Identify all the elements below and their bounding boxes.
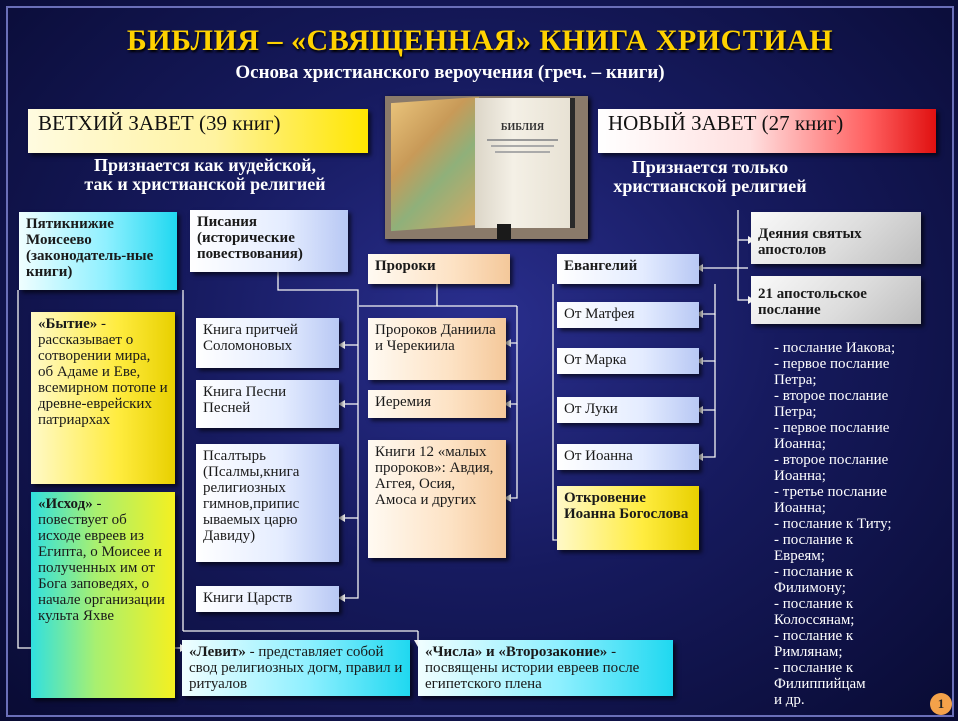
writings-item-kings: Книги Царств [196,586,339,612]
epistle-line: - послание Иакова; [774,340,896,356]
epistle-line: Евреям; [774,548,825,564]
numbers-name: «Числа» и «Второзаконие» [425,644,608,660]
writings-item-psalms: Псалтырь (Псалмы,книга религиозных гимнов,припис ываемых царю Давиду) [196,444,339,562]
acts-box: Деяния святых апостолов [751,212,921,264]
writings-item-song-of-songs: Книга Песни Песней [196,380,339,428]
old-note-line2: так и христианской религией [84,174,326,194]
epistle-line: - первое послание [774,356,890,372]
numbers-desc: - посвящены истории евреев после египетского плена [425,644,640,692]
epistle-line: - послание к [774,532,854,548]
epistle-line: - второе послание [774,452,889,468]
epistle-line: - послание к [774,628,854,644]
epistle-line: и др. [774,692,805,708]
gospels-box: Евангелий [557,254,699,284]
exodus-box [31,492,175,698]
exodus-name: «Исход» [38,496,93,512]
bible-image [385,96,588,239]
prophets-connector [359,284,437,306]
old-testament-note [55,156,355,194]
epistle-line: - послание к [774,596,854,612]
gospel-matthew: От Матфея [557,302,699,328]
page-number-badge: 1 [930,693,952,715]
new-note-line1: Признается только [631,157,789,177]
bible-cover-title: БИБЛИЯ [500,122,545,133]
prophets-item-minor: Книги 12 «малых пророков»: Авдия, Аггея, Осия, Амоса и других [368,440,506,558]
epistle-line: - послание к Титу; [774,516,892,532]
epistles-list [774,340,946,708]
prophets-box: Пророки [368,254,510,284]
prophets-item-jeremiah: Иеремия [368,390,506,418]
genesis-box [31,312,175,484]
epistle-line: - послание к [774,564,854,580]
bookmark-ribbon-icon [497,224,511,240]
epistle-line: Иоанна; [774,468,826,484]
leviticus-desc: - представляет собой свод религиозных догм, правил и ритуалов [189,644,403,692]
prophets-item-daniel: Пророков Даниила и Черекиила [368,318,506,380]
leviticus-box [182,640,410,696]
new-testament-header: НОВЫЙ ЗАВЕТ (27 книг) [598,109,936,153]
epistle-line: - послание к [774,660,854,676]
exodus-desc: - повествует об исходе евреев из Египта, о Моисее и полученных им от Бога заповедях, о начале организации культа Яхве [38,496,165,624]
epistle-line: Филимону; [774,580,846,596]
page-subtitle: Основа христианского вероучения (греч. – книги) [235,62,665,83]
genesis-name: «Бытие» [38,316,98,332]
leviticus-name: «Левит» [189,644,246,660]
writings-box: Писания (исторические повествования) [190,210,348,272]
epistle-line: - первое послание [774,420,890,436]
epistle-line: Петра; [774,404,817,420]
gospel-john: От Иоанна [557,444,699,470]
epistle-line: Колоссянам; [774,612,855,628]
map-page-icon [391,97,479,231]
epistle-line: Римлянам; [774,644,843,660]
numbers-deuteronomy-box [418,640,673,696]
epistle-line: Иоанна; [774,436,826,452]
epistle-line: Петра; [774,372,817,388]
bible-cover [475,98,575,228]
revelation-box: Откровение Иоанна Богослова [557,486,699,550]
epistles-box: 21 апостольское послание [751,276,921,324]
new-testament-note [590,158,830,196]
genesis-desc: - рассказывает о сотворении мира, об Адаме и Еве, всемирном потопе и древне-еврейских патриархах [38,316,168,428]
epistle-line: - третье послание [774,484,887,500]
acts-connector [703,210,738,268]
gospel-luke: От Луки [557,397,699,423]
page-title: БИБЛИЯ – «СВЯЩЕННАЯ» КНИГА ХРИСТИАН [126,24,834,57]
gospel-mark: От Марка [557,348,699,374]
old-testament-header: ВЕТХИЙ ЗАВЕТ (39 книг) [28,109,368,153]
epistle-line: Филиппийцам [774,676,866,692]
pentateuch-box: Пятикнижие Моисеево (законодатель-ные книги) [19,212,177,290]
old-note-line1: Признается как иудейской, [94,155,316,175]
new-note-line2: христианской религией [613,176,807,196]
epistle-line: - второе послание [774,388,889,404]
writings-item-proverbs: Книга притчей Соломоновых [196,318,339,368]
epistle-line: Иоанна; [774,500,826,516]
